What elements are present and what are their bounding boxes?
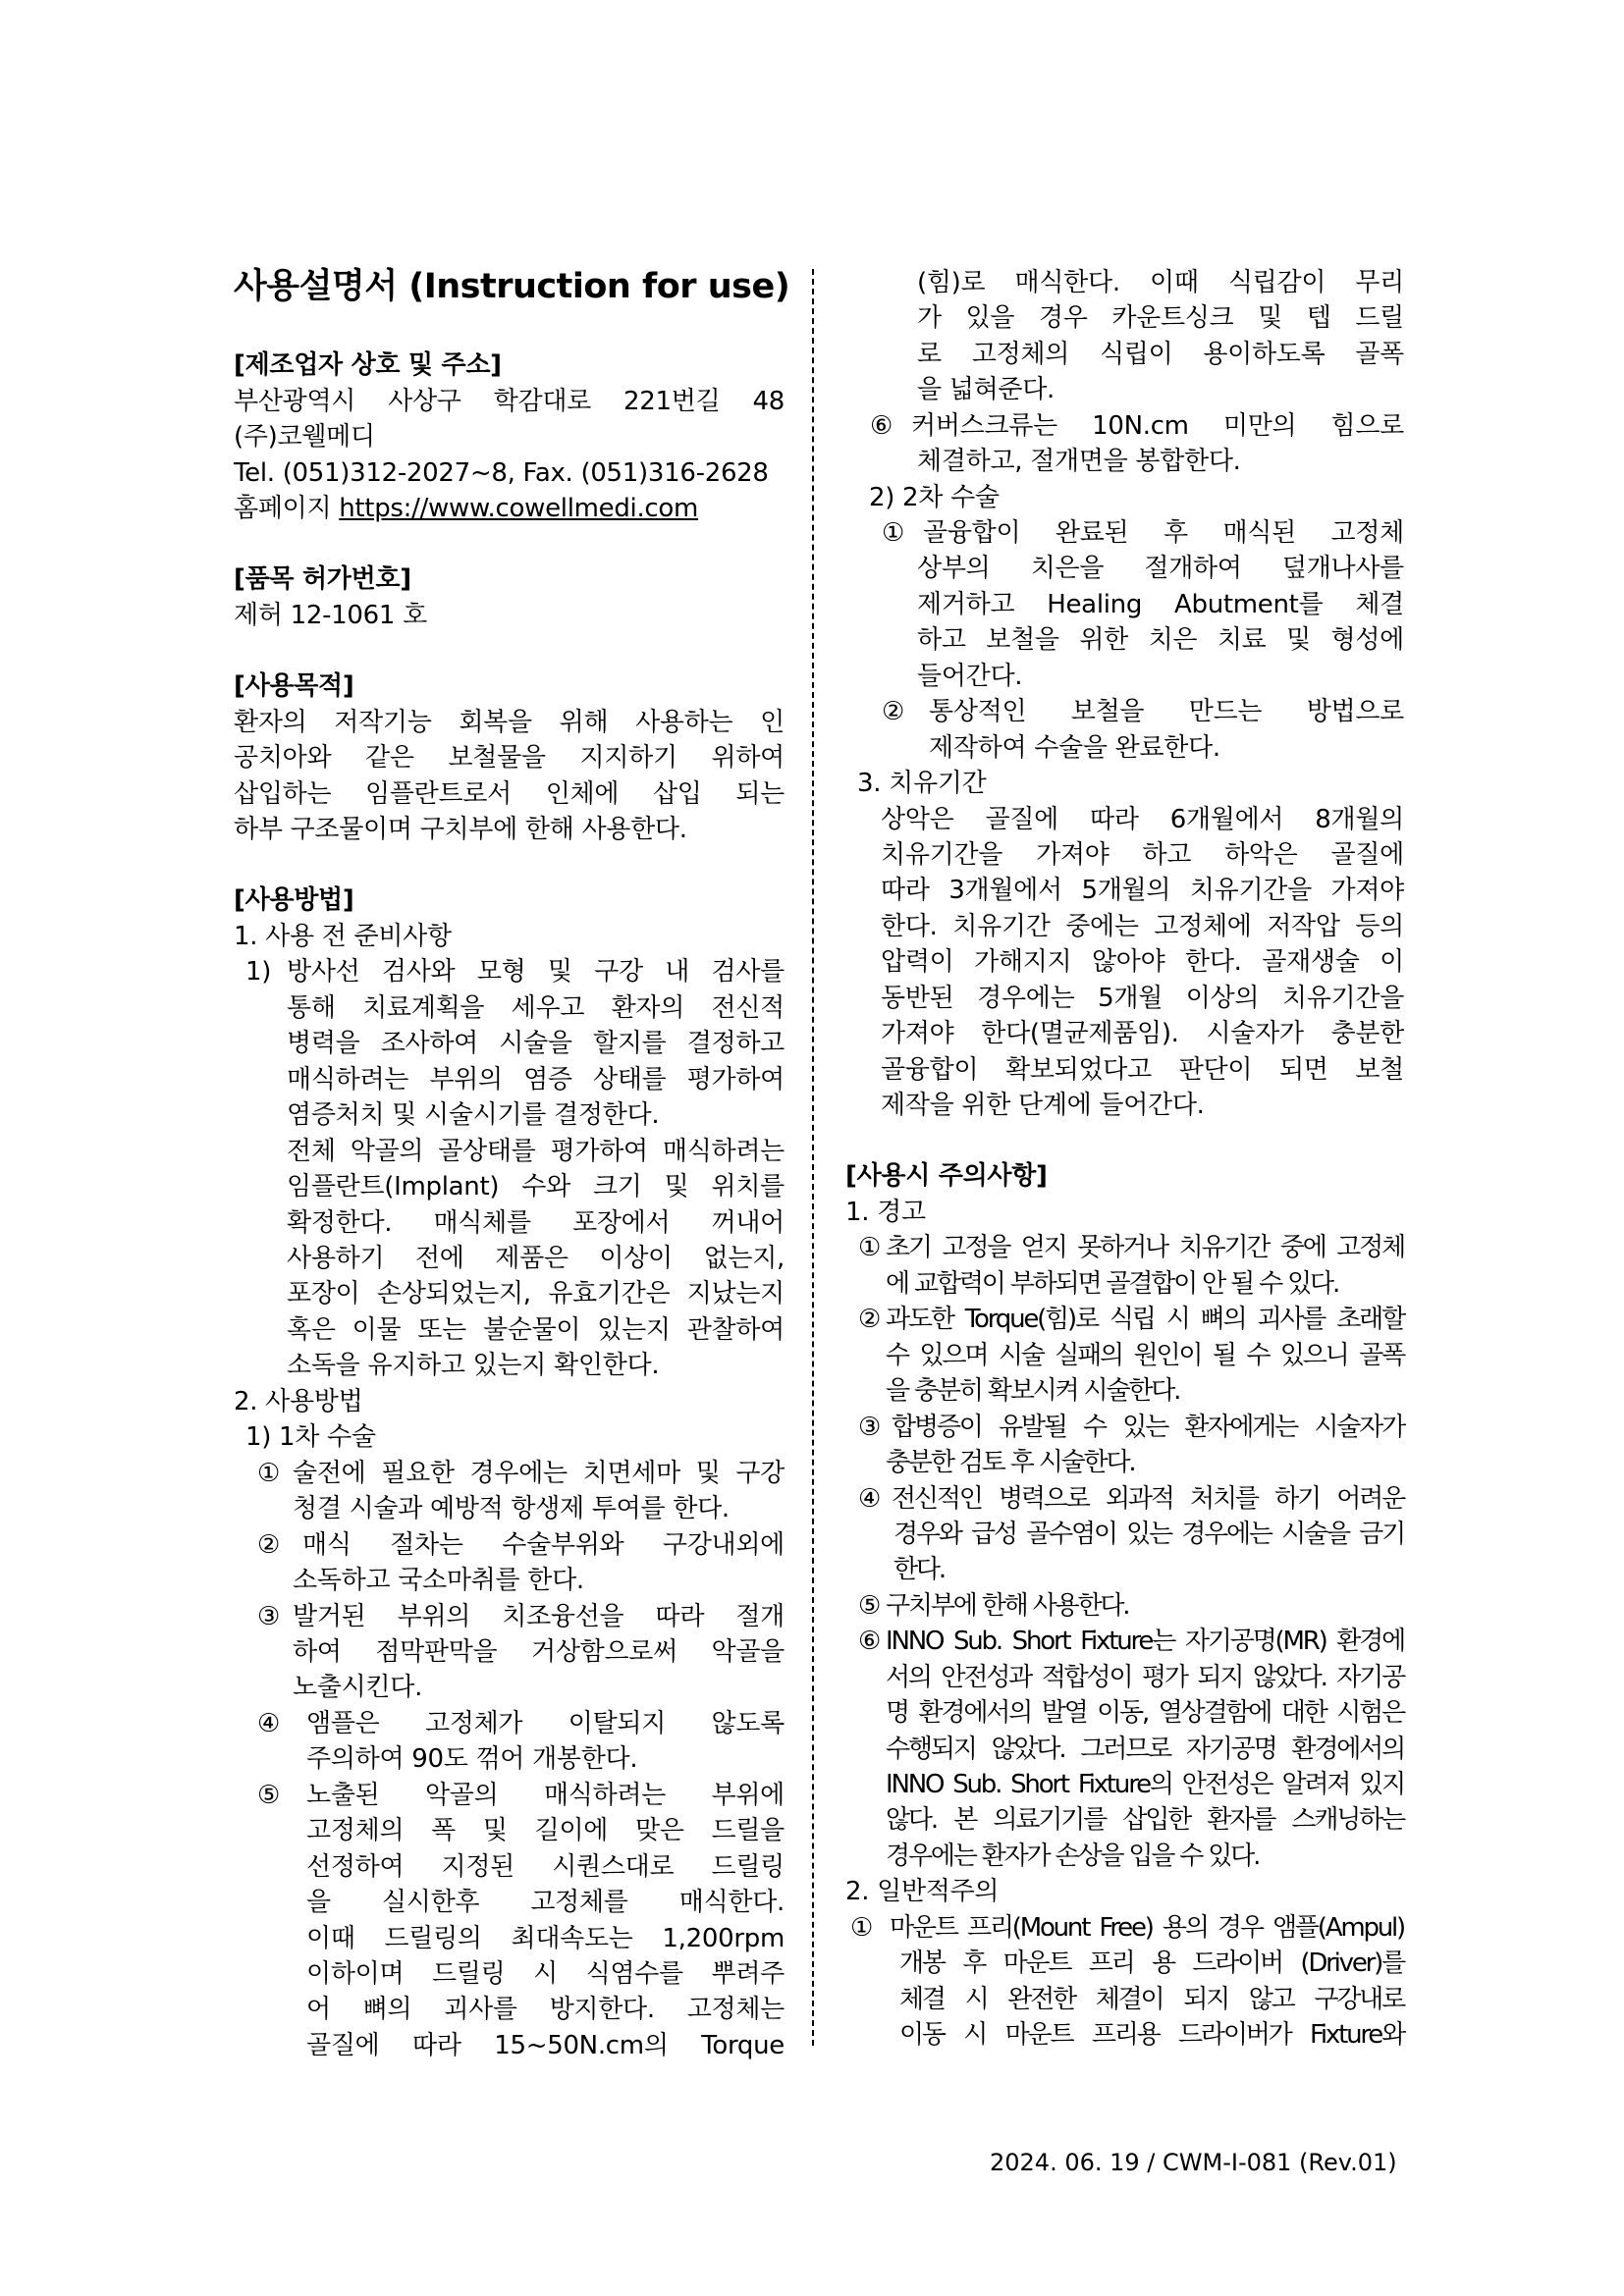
healing-line: 치유기간을 가져야 하고 하악은 골질에: [881, 840, 1404, 870]
step-line: 을 넓혀준다.: [917, 375, 1056, 404]
step-marker: ②: [882, 697, 905, 726]
warning-marker: ①: [858, 1233, 882, 1262]
step-marker: ④: [257, 1709, 281, 1738]
prep-line: 소독을 유지하고 있는지 확인한다.: [287, 1351, 660, 1380]
general-line: 개봉 후 마운트 프리 용 드라이버 (Driver)를: [899, 1949, 1404, 1978]
warning-marker: ③: [858, 1413, 882, 1442]
warning-marker: ②: [858, 1305, 882, 1334]
second-surgery-title: 2) 2차 수술: [869, 483, 1000, 512]
step-line: 가 있을 경우 카운트싱크 및 텝 드릴: [917, 303, 1404, 333]
warning-line: 과도한 Torque(힘)로 식립 시 뼈의 괴사를 초래할: [886, 1305, 1404, 1334]
step-line: (힘)로 매식한다. 이때 식립감이 무리: [917, 268, 1404, 297]
step-marker: ①: [257, 1459, 281, 1488]
warning-marker: ⑤: [858, 1591, 882, 1621]
healing-section-title: 3. 치유기간: [857, 769, 987, 798]
warning-line: 수 있으며 시술 실패의 원인이 될 수 있으니 골폭: [886, 1341, 1404, 1370]
step-line: 선정하여 지정된 시퀀스대로 드릴링: [306, 1852, 785, 1882]
manufacturer-company: (주)코웰메디: [234, 422, 375, 452]
warning-line: 에 교합력이 부하되면 골결합이 안 될 수 있다.: [886, 1269, 1339, 1299]
step-line: 들어간다.: [917, 662, 1023, 691]
prep-line: 통해 치료계획을 세우고 환자의 전신적: [287, 993, 785, 1023]
step-line: 제거하고 Healing Abutment를 체결: [917, 590, 1404, 619]
step-line: 이하이며 드릴링 시 식염수를 뿌려주: [306, 1959, 785, 1989]
step-line: 통상적인 보철을 만드는 방법으로: [929, 697, 1404, 726]
healing-line: 상악은 골질에 따라 6개월에서 8개월의: [881, 805, 1404, 834]
step-line: 청결 시술과 예방적 항생제 투여를 한다.: [293, 1494, 730, 1523]
general-line: 이동 시 마운트 프리용 드라이버가 Fixture와: [899, 2020, 1404, 2050]
warning-line: 한다.: [893, 1555, 945, 1584]
step-line: 어 뼈의 괴사를 방지한다. 고정체는: [306, 1995, 785, 2024]
prep-line: 염증처치 및 시술시기를 결정한다.: [287, 1100, 660, 1130]
page-title: 사용설명서 (Instruction for use): [234, 267, 790, 306]
prep-line: 방사선 검사와 모형 및 구강 내 검사를: [287, 957, 785, 987]
first-surgery-title: 1) 1차 수술: [245, 1422, 376, 1452]
healing-line: 골융합이 확보되었다고 판단이 되면 보철: [881, 1055, 1404, 1085]
prep-line: 임플란트(Implant) 수와 크기 및 위치를: [287, 1172, 785, 1201]
step-line: 주의하여 90도 꺾어 개봉한다.: [306, 1744, 638, 1774]
warning-marker: ④: [858, 1484, 882, 1514]
step-line: 앰플은 고정체가 이탈되지 않도록: [306, 1709, 785, 1738]
step-line: 커버스크류는 10N.cm 미만의 힘으로: [911, 411, 1404, 441]
healing-line: 동반된 경우에는 5개월 이상의 치유기간을: [881, 984, 1404, 1013]
general-precautions-title: 2. 일반적주의: [845, 1877, 1000, 1906]
prep-line: 포장이 손상되었는지, 유효기간은 지났는지: [287, 1279, 785, 1308]
step-marker: ①: [882, 518, 905, 548]
step-line: 소독하고 국소마취를 한다.: [293, 1566, 584, 1595]
step-marker: ⑥: [870, 411, 893, 441]
purpose-line: 환자의 저작기능 회복을 위해 사용하는 인: [234, 708, 785, 737]
healing-line: 따라 3개월에서 5개월의 치유기간을 가져야: [881, 876, 1404, 905]
healing-line: 가져야 한다(멸균제품임). 시술자가 충분한: [881, 1019, 1404, 1048]
column-divider: [812, 269, 814, 2046]
step-line: 제작하여 수술을 완료한다.: [929, 733, 1220, 763]
purpose-heading: [사용목적]: [234, 671, 354, 701]
healing-line: 제작을 위한 단계에 들어간다.: [881, 1091, 1205, 1120]
prep-line: 혹은 이물 또는 불순물이 있는지 관찰하여: [287, 1315, 785, 1345]
homepage-label: 홈페이지: [234, 494, 332, 523]
warning-line: 을 충분히 확보시켜 시술한다.: [886, 1376, 1180, 1406]
precautions-heading: [사용시 주의사항]: [845, 1161, 1048, 1191]
prep-line: 사용하기 전에 제품은 이상이 없는지,: [287, 1244, 785, 1273]
warning-line: 서의 안전성과 적합성이 평가 되지 않았다. 자기공: [886, 1663, 1404, 1692]
usage-section-title: 2. 사용방법: [234, 1387, 363, 1416]
prep-line: 전체 악골의 골상태를 평가하여 매식하려는: [287, 1137, 785, 1166]
healing-line: 압력이 가해지지 않아야 한다. 골재생술 이: [881, 947, 1404, 977]
step-line: 발거된 부위의 치조융선을 따라 절개: [293, 1602, 785, 1631]
manufacturer-heading: [제조업자 상호 및 주소]: [234, 350, 502, 380]
document-footer: 2024. 06. 19 / CWM-I-081 (Rev.01): [990, 2149, 1397, 2176]
general-line: 체결 시 완전한 체결이 되지 않고 구강내로: [899, 1985, 1404, 2014]
purpose-line: 삽입하는 임플란트로서 인체에 삽입 되는: [234, 779, 785, 809]
step-line: 이때 드릴링의 최대속도는 1,200rpm: [306, 1924, 785, 1953]
step-line: 골질에 따라 15~50N.cm의 Torque: [306, 2031, 785, 2060]
general-marker: ①: [850, 1913, 874, 1943]
purpose-line: 공치아와 같은 보철물을 지지하기 위하여: [234, 743, 785, 773]
warning-line: 않다. 본 의료기기를 삽입한 환자를 스캐닝하는: [886, 1805, 1404, 1835]
homepage-line: [234, 491, 698, 526]
warning-line: INNO Sub. Short Fixture의 안전성은 알려져 있지: [886, 1770, 1404, 1799]
step-marker: ③: [257, 1602, 281, 1631]
step-line: 노출시킨다.: [293, 1673, 423, 1702]
step-line: 상부의 치은을 절개하여 덮개나사를: [917, 554, 1404, 583]
manufacturer-contact: Tel. (051)312-2027~8, Fax. (051)316-2628: [234, 458, 769, 488]
step-line: 술전에 필요한 경우에는 치면세마 및 구강: [293, 1459, 785, 1488]
step-marker: ⑤: [257, 1781, 281, 1810]
healing-line: 한다. 치유기간 중에는 고정체에 저작압 등의: [881, 912, 1404, 941]
step-marker: ②: [257, 1530, 281, 1560]
permit-heading: [품목 허가번호]: [234, 564, 411, 594]
prep-line: 확정한다. 매식체를 포장에서 꺼내어: [287, 1208, 785, 1238]
method-heading: [사용방법]: [234, 885, 354, 915]
warning-line: 합병증이 유발될 수 있는 환자에게는 시술자가: [892, 1413, 1404, 1442]
manufacturer-address: 부산광역시 사상구 학감대로 221번길 48: [234, 387, 785, 416]
warning-line: 충분한 검토 후 시술한다.: [886, 1448, 1135, 1477]
warning-line: 구치부에 한해 사용한다.: [886, 1591, 1129, 1621]
warning-title: 1. 경고: [845, 1198, 926, 1227]
warning-line: INNO Sub. Short Fixture는 자기공명(MR) 환경에: [886, 1627, 1404, 1656]
step-line: 체결하고, 절개면을 봉합한다.: [917, 447, 1241, 476]
prep-item-marker: 1): [245, 957, 272, 987]
warning-line: 명 환경에서의 발열 이동, 열상결함에 대한 시험은: [886, 1698, 1404, 1728]
warning-line: 경우와 급성 골수염이 있는 경우에는 시술을 금기: [893, 1520, 1404, 1549]
warning-line: 초기 고정을 얻지 못하거나 치유기간 중에 고정체: [886, 1233, 1404, 1262]
warning-line: 수행되지 않았다. 그러므로 자기공명 환경에서의: [886, 1735, 1404, 1764]
prep-line: 매식하려는 부위의 염증 상태를 평가하여: [287, 1065, 785, 1095]
step-line: 매식 절차는 수술부위와 구강내외에: [302, 1530, 785, 1560]
step-line: 노출된 악골의 매식하려는 부위에: [306, 1781, 785, 1810]
purpose-line: 하부 구조물이며 구치부에 한해 사용한다.: [234, 815, 687, 844]
step-line: 하고 보철을 위한 치은 치료 및 형성에: [917, 625, 1404, 655]
warning-marker: ⑥: [858, 1627, 882, 1656]
warning-line: 경우에는 환자가 손상을 입을 수 있다.: [886, 1842, 1260, 1871]
permit-number: 제허 12-1061 호: [234, 601, 427, 630]
prep-line: 병력을 조사하여 시술을 할지를 결정하고: [287, 1029, 785, 1058]
general-line: 마운트 프리(Mount Free) 용의 경우 앰플(Ampul): [890, 1913, 1404, 1943]
step-line: 로 고정체의 식립이 용이하도록 골폭: [917, 340, 1404, 369]
step-line: 하여 점막판막을 거상함으로써 악골을: [293, 1637, 785, 1667]
homepage-link[interactable]: https://www.cowellmedi.com: [339, 494, 699, 523]
step-line: 골융합이 완료된 후 매식된 고정체: [923, 518, 1404, 548]
step-line: 을 실시한후 고정체를 매식한다.: [306, 1888, 785, 1917]
prep-section-title: 1. 사용 전 준비사항: [234, 922, 452, 951]
warning-line: 전신적인 병력으로 외과적 처치를 하기 어려운: [892, 1484, 1404, 1514]
step-line: 고정체의 폭 및 길이에 맞은 드릴을: [306, 1816, 785, 1845]
